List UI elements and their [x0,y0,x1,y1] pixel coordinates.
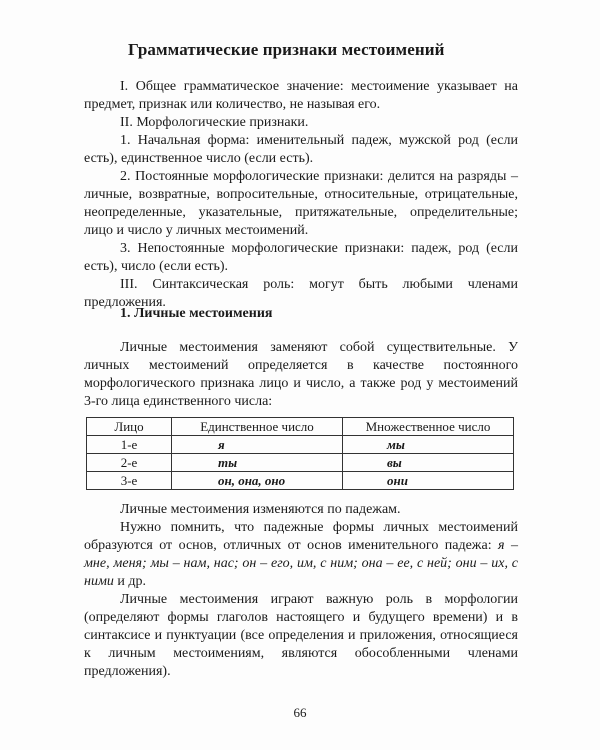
table-row [87,454,514,472]
table-cell-person: 3-е [87,472,172,490]
pronoun-form: ты [218,454,238,470]
table-row [87,472,514,490]
after-table-block [84,501,518,681]
section-title: Личные местоимения [134,306,273,321]
paragraph-case-forms [84,519,518,591]
pronoun-form: он, она, оно [218,472,286,488]
table-cell-person: 2-е [87,454,172,472]
table-row [87,436,514,454]
table-cell-plural [343,454,514,472]
case-forms-lead: Нужно помнить, что падежные формы личных местоимений образуются от основ, отличных от основ именительного падежа: [84,520,518,553]
table-cell-singular [172,436,343,454]
paragraph-case-change: Личные местоимения изменяются по падежам. [120,502,401,517]
paragraph-role: Личные местоимения играют важную роль в морфологии (определяют формы глаголов настоящего и будущего времени) и в синтаксисе и пунктуации (все определения и приложения, относящиеся к личным местоимениям, являются обособленными членами предложения). [84,592,518,679]
intro-paragraph-constant: 2. Постоянные морфологические признаки: делится на разряды – личные, возвратные, вопросительные, относительные, отрицательные, неопределенные, указательные, притяжательные, определительные; лицо и число у личных местоимений. [84,169,518,238]
table-cell-plural [343,436,514,454]
pronoun-form: мы [387,436,405,452]
section-intro-block [84,339,518,411]
table-cell-plural [343,472,514,490]
page-number: 66 [293,705,307,720]
table-cell-singular [172,472,343,490]
table-cell-person: 1-е [87,436,172,454]
table-header-person: Лицо [87,418,172,436]
page-title: Грамматические признаки местоимений [128,40,445,59]
pronoun-form: они [387,472,408,488]
pronoun-form: вы [387,454,402,470]
intro-paragraph-syntax: III. Синтаксическая роль: могут быть любыми членами предложения. [84,277,518,310]
case-forms-examples: я – мне, меня; мы – нам, нас; он – его, им, с ним; она – ее, с ней; они – их, с ними [84,538,519,589]
intro-paragraph-variable: 3. Непостоянные морфологические признаки: падеж, род (если есть), число (если есть). [84,241,518,274]
intro-paragraph-general: I. Общее грамматическое значение: местоимение указывает на предмет, признак или количество, не называя его. [84,79,518,112]
table-header-singular: Единственное число [172,418,343,436]
table-header-row [87,418,514,436]
pronoun-form: я [218,436,225,452]
section-heading: 1. Личные местоимения [120,306,273,321]
intro-paragraph-initial-form: 1. Начальная форма: именительный падеж, мужской род (если есть), единственное число (если есть). [84,133,518,166]
intro-block [84,78,518,312]
intro-paragraph-morph: II. Морфологические признаки. [120,115,309,130]
table-cell-singular [172,454,343,472]
pronoun-table [86,417,514,490]
section-paragraph: Личные местоимения заменяют собой существительные. У личных местоимений определяется в качестве постоянного морфологического признака лицо и число, а также род у местоимений 3-го лица единственного числа: [84,340,518,409]
section-number: 1 [120,306,127,321]
table-header-plural: Множественное число [343,418,514,436]
case-forms-tail: и др. [113,574,147,589]
